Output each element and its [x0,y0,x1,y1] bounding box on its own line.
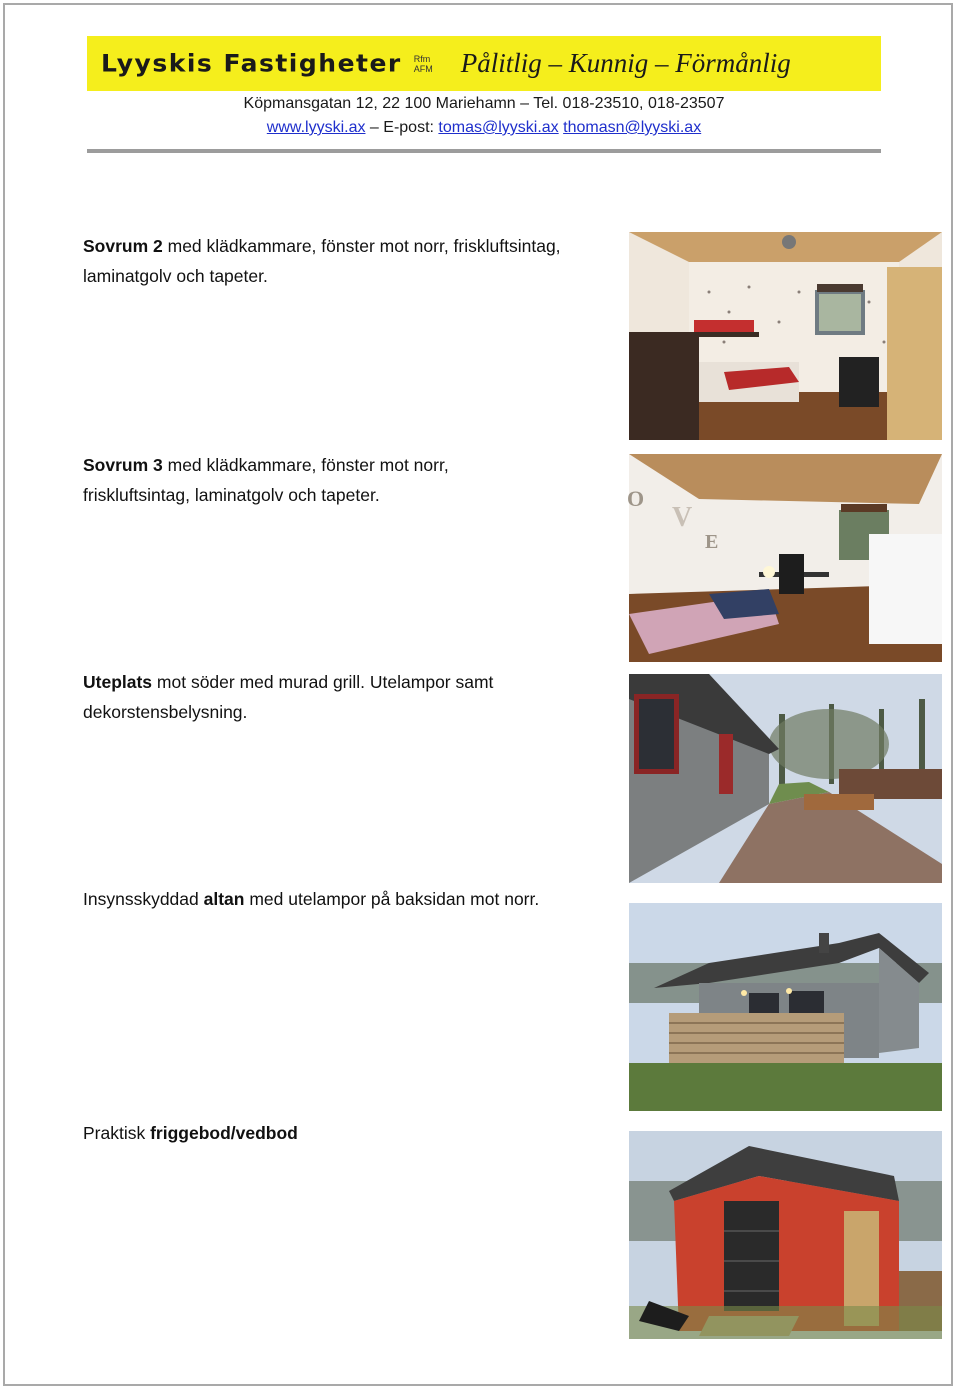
header-divider [87,149,881,153]
company-logo: Lyyskis Fastigheter [101,49,402,78]
photo-sovrum-3 [629,454,942,662]
address-line: Köpmansgatan 12, 22 100 Mariehamn – Tel. 018-23510, 018-23507 [243,95,725,112]
website-link[interactable]: www.lyyski.ax [266,119,366,136]
photo-friggebod [629,1131,942,1339]
letterhead-banner [87,36,881,91]
decor-letter-e: E [705,531,719,553]
email-link-thomasn[interactable]: thomasn@lyyski.ax [563,119,702,136]
photo-uteplats [629,674,942,883]
email-label: – E-post: [365,119,439,136]
caption-sovrum-2: Sovrum 2 med klädkammare, fönster mot norr, friskluftsintag, laminatgolv och tapeter. [83,236,561,286]
decor-letter-o: O [627,486,645,511]
contact-links [87,119,881,137]
rfm-badge: Rfm AFM [413,53,433,74]
photo-altan [629,903,942,1111]
decor-letter-v: V [672,502,693,533]
email-link-tomas[interactable]: tomas@lyyski.ax [438,119,559,136]
caption-altan: Insynsskyddad altan med utelampor på baksidan mot norr. [83,889,540,909]
slogan: Pålitlig – Kunnig – Förmånlig [460,48,791,78]
photo-sovrum-2 [629,232,942,440]
caption-uteplats: Uteplats mot söder med murad grill. Utelampor samt dekorstensbelysning. [83,672,494,722]
caption-sovrum-3: Sovrum 3 med klädkammare, fönster mot norr, friskluftsintag, laminatgolv och tapeter. [83,455,449,505]
caption-friggebod: Praktisk friggebod/vedbod [83,1123,298,1143]
